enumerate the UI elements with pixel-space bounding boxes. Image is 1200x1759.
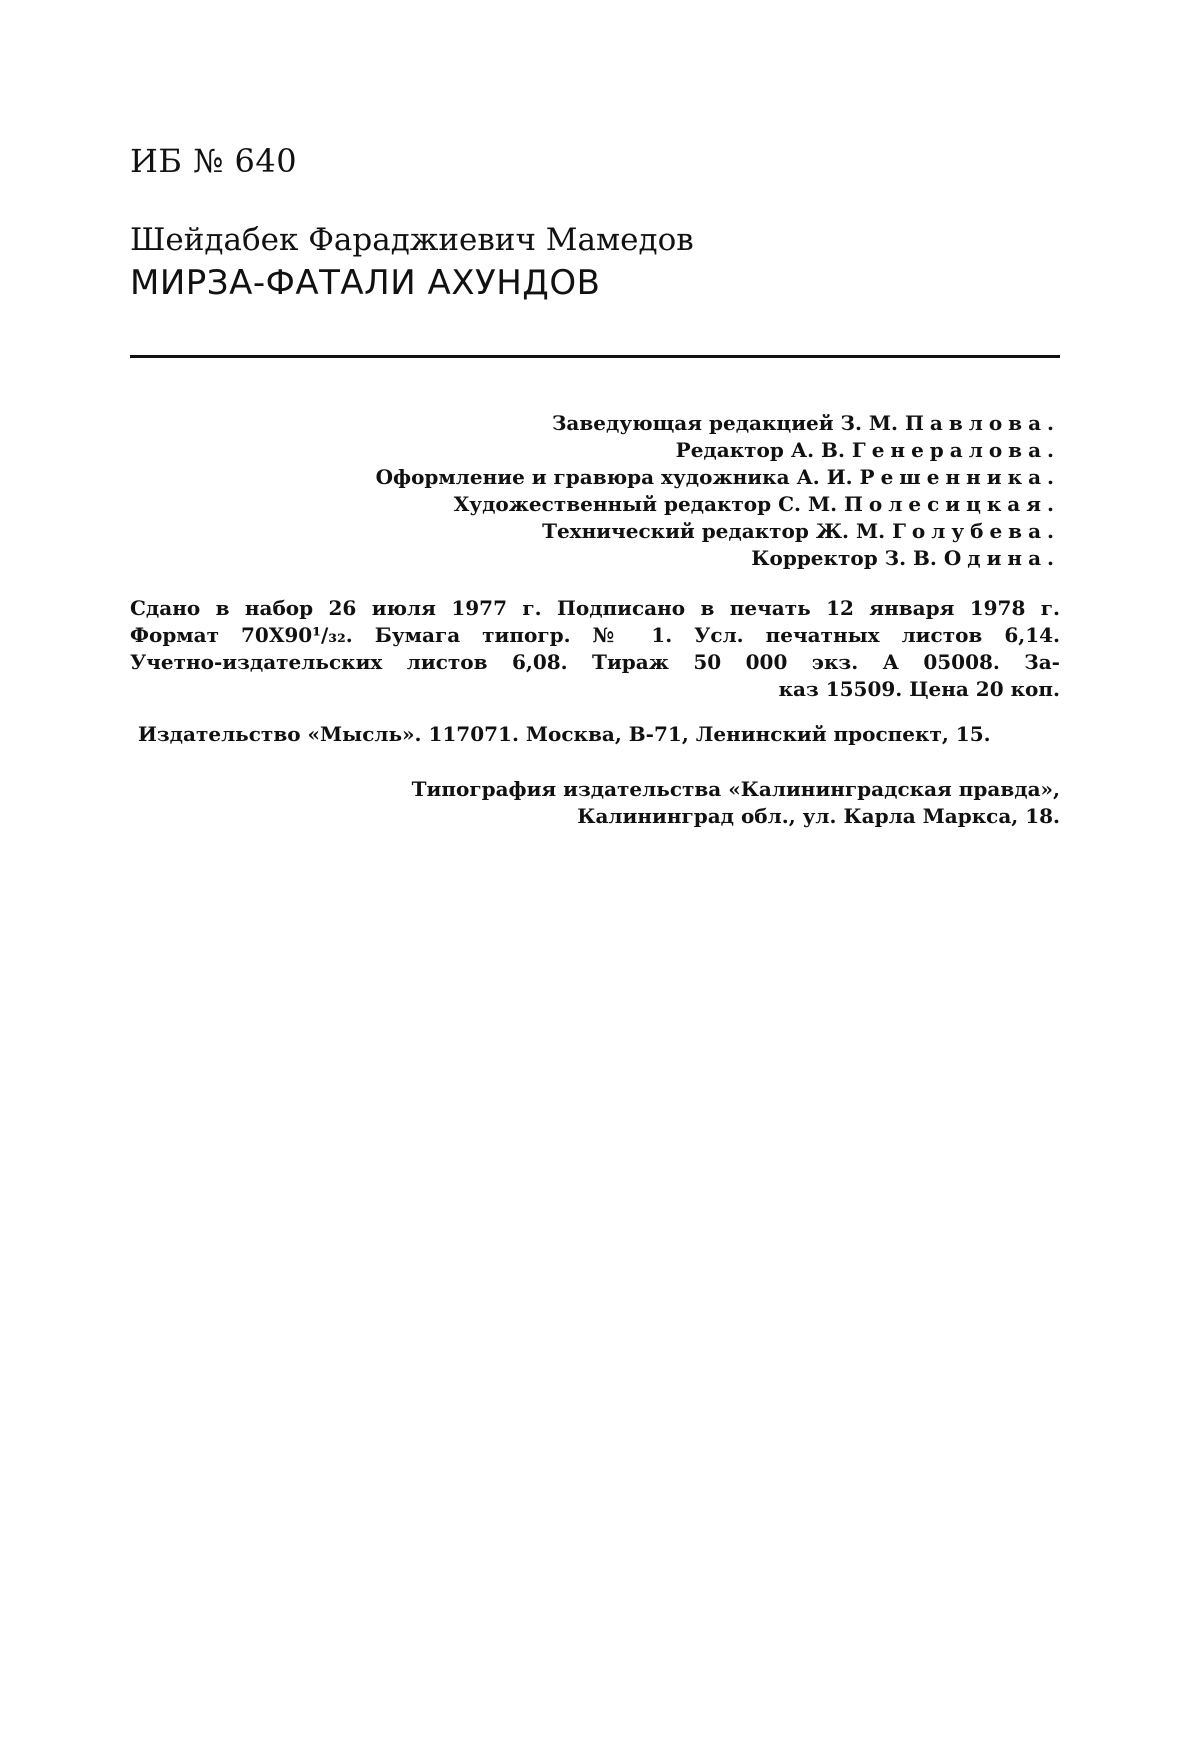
book-title: МИРЗА-ФАТАЛИ АХУНДОВ	[130, 263, 601, 303]
credit-person: Одина.	[943, 546, 1060, 570]
credit-person: Генералова.	[851, 438, 1060, 462]
colophon-page	[130, 0, 1060, 1759]
credit-line	[130, 410, 1060, 437]
author-name: Шейдабек Фараджиевич Мамедов	[130, 222, 694, 258]
print-info-block	[130, 595, 1060, 703]
credit-line	[130, 437, 1060, 464]
typography-line: Типография издательства «Калининградская правда»,	[411, 777, 1060, 801]
credit-person: Решенника.	[859, 465, 1060, 489]
publisher-address: Издательство «Мысль». 117071. Москва, В-71, Ленинский проспект, 15.	[138, 722, 991, 746]
print-info-line: Сдано в набор 26 июля 1977 г. Подписано в печать 12 января 1978 г.	[130, 596, 1060, 620]
credit-line	[130, 545, 1060, 572]
credit-role: Заведующая редакцией З. М.	[552, 411, 899, 435]
credits-block	[130, 410, 1060, 572]
credit-line	[130, 464, 1060, 491]
print-info-line: Формат 70X90¹/₃₂. Бумага типогр. № 1. Усл. печатных листов 6,14.	[130, 623, 1060, 647]
ib-number: ИБ № 640	[130, 142, 298, 180]
print-info-line: Учетно-издательских листов 6,08. Тираж 50 000 экз. А 05008. За-	[130, 650, 1060, 674]
credit-role: Художественный редактор С. М.	[453, 492, 838, 516]
typography-block	[130, 776, 1060, 830]
credit-person: Голубева.	[892, 519, 1060, 543]
print-info-line: каз 15509. Цена 20 коп.	[778, 677, 1060, 701]
credit-line	[130, 491, 1060, 518]
credit-person: Полесицкая.	[844, 492, 1060, 516]
credit-role: Редактор А. В.	[675, 438, 845, 462]
divider-rule	[130, 355, 1060, 358]
credit-person: Павлова.	[904, 411, 1060, 435]
credit-line	[130, 518, 1060, 545]
typography-line: Калининград обл., ул. Карла Маркса, 18.	[577, 804, 1060, 828]
credit-role: Оформление и гравюра художника А. И.	[375, 465, 853, 489]
credit-role: Технический редактор Ж. М.	[542, 519, 886, 543]
credit-role: Корректор З. В.	[751, 546, 937, 570]
